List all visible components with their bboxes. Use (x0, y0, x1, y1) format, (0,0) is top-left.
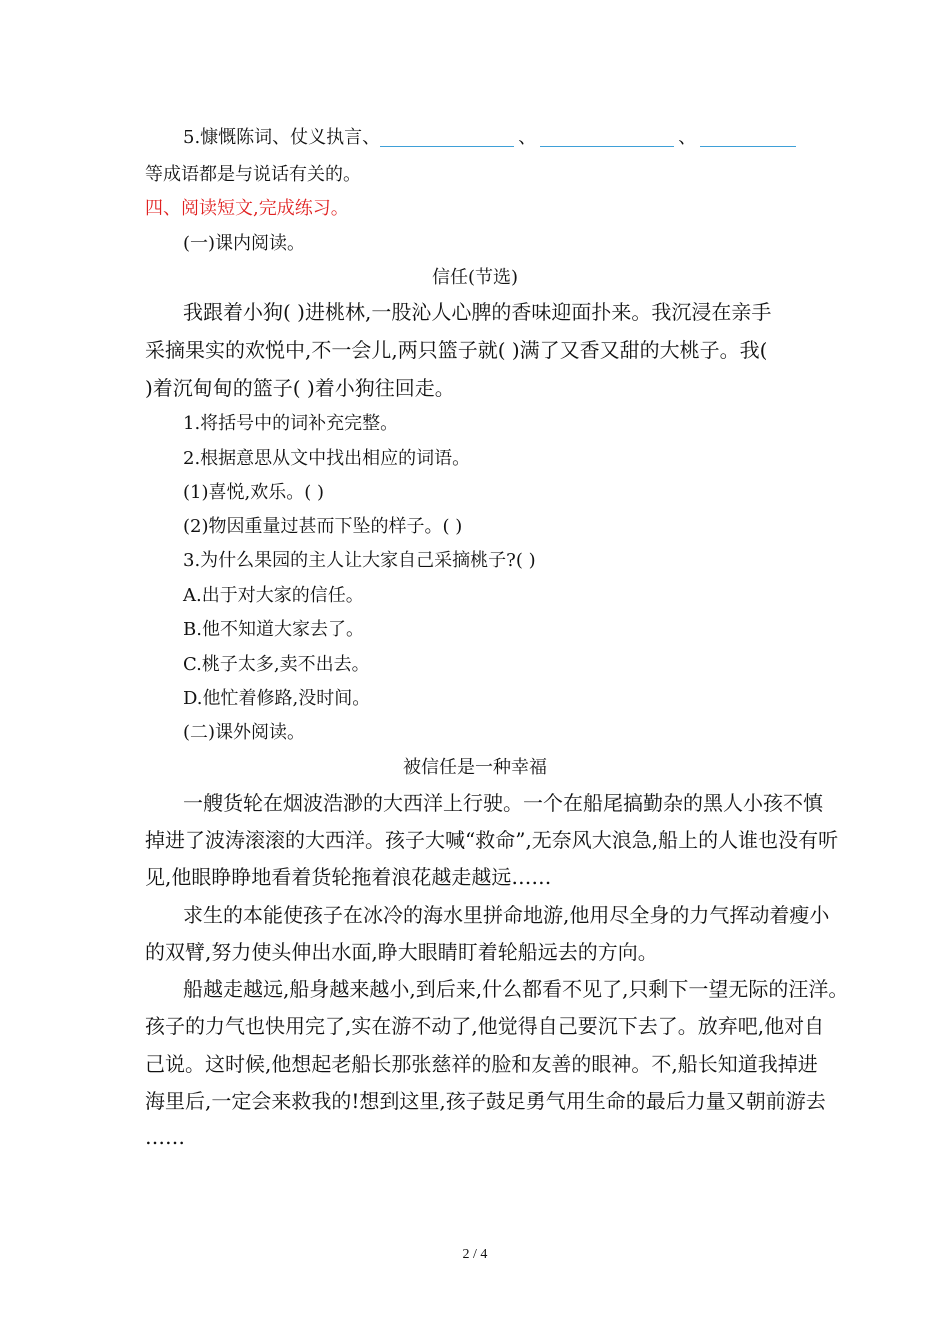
passage2-line: 一艘货轮在烟波浩渺的大西洋上行驶。一个在船尾搞勤杂的黑人小孩不慎 (183, 791, 823, 815)
q5-line2: 等成语都是与说话有关的。 (145, 164, 361, 185)
part2-title: 被信任是一种幸福 (403, 757, 547, 778)
passage2-line: 的双臂,努力使头伸出水面,睁大眼睛盯着轮船远去的方向。 (145, 940, 658, 964)
page-number: 2 / 4 (462, 1247, 488, 1262)
question-line: 2.根据意思从文中找出相应的词语。 (183, 448, 471, 469)
option-b: B.他不知道大家去了。 (183, 619, 364, 640)
q5-prefix: 5.慷慨陈词、仗义执言、 (183, 127, 381, 148)
question-line: 1.将括号中的词补充完整。 (183, 413, 399, 434)
answer-blank-3[interactable] (700, 132, 796, 147)
q5-line1 (183, 129, 796, 147)
passage2-line: 船越走越远,船身越来越小,到后来,什么都看不见了,只剩下一望无际的汪洋。 (183, 977, 849, 1001)
passage1-line: 我跟着小狗( )进桃林,一股沁人心脾的香味迎面扑来。我沉浸在亲手 (183, 300, 772, 324)
section-heading: 四、阅读短文,完成练习。 (145, 198, 349, 219)
question-line: (2)物因重量过甚而下坠的样子。( ) (183, 516, 463, 537)
passage2-line: 见,他眼睁睁地看着货轮拖着浪花越走越远…… (145, 865, 552, 889)
answer-blank-1[interactable] (380, 132, 514, 147)
q5-sep2: 、 (678, 127, 697, 148)
option-d: D.他忙着修路,没时间。 (183, 688, 371, 709)
passage2-line: 掉进了波涛滚滚的大西洋。孩子大喊“救命”,无奈风大浪急,船上的人谁也没有听 (145, 828, 839, 852)
option-a: A.出于对大家的信任。 (183, 585, 364, 606)
passage2-line: 海里后,一定会来救我的!想到这里,孩子鼓足勇气用生命的最后力量又朝前游去 (145, 1089, 826, 1113)
passage2-line: 己说。这时候,他想起老船长那张慈祥的脸和友善的眼神。不,船长知道我掉进 (145, 1052, 818, 1076)
question-line: 3.为什么果园的主人让大家自己采摘桃子?( ) (183, 550, 536, 571)
question-line: (1)喜悦,欢乐。( ) (183, 482, 324, 503)
passage2-line: 孩子的力气也快用完了,实在游不动了,他觉得自己要沉下去了。放弃吧,他对自 (145, 1014, 825, 1038)
part1-title: 信任(节选) (431, 267, 519, 288)
answer-blank-2[interactable] (540, 132, 674, 147)
passage2-line: 求生的本能使孩子在冰冷的海水里拼命地游,他用尽全身的力气挥动着瘦小 (183, 903, 830, 927)
passage1-line: )着沉甸甸的篮子( )着小狗往回走。 (145, 376, 455, 400)
part1-label: (一)课内阅读。 (183, 233, 306, 254)
part2-label: (二)课外阅读。 (183, 722, 306, 743)
option-c: C.桃子太多,卖不出去。 (183, 654, 370, 675)
passage2-line: …… (145, 1125, 185, 1149)
passage1-line: 采摘果实的欢悦中,不一会儿,两只篮子就( )满了又香又甜的大桃子。我( (145, 338, 768, 362)
q5-sep1: 、 (518, 127, 537, 148)
